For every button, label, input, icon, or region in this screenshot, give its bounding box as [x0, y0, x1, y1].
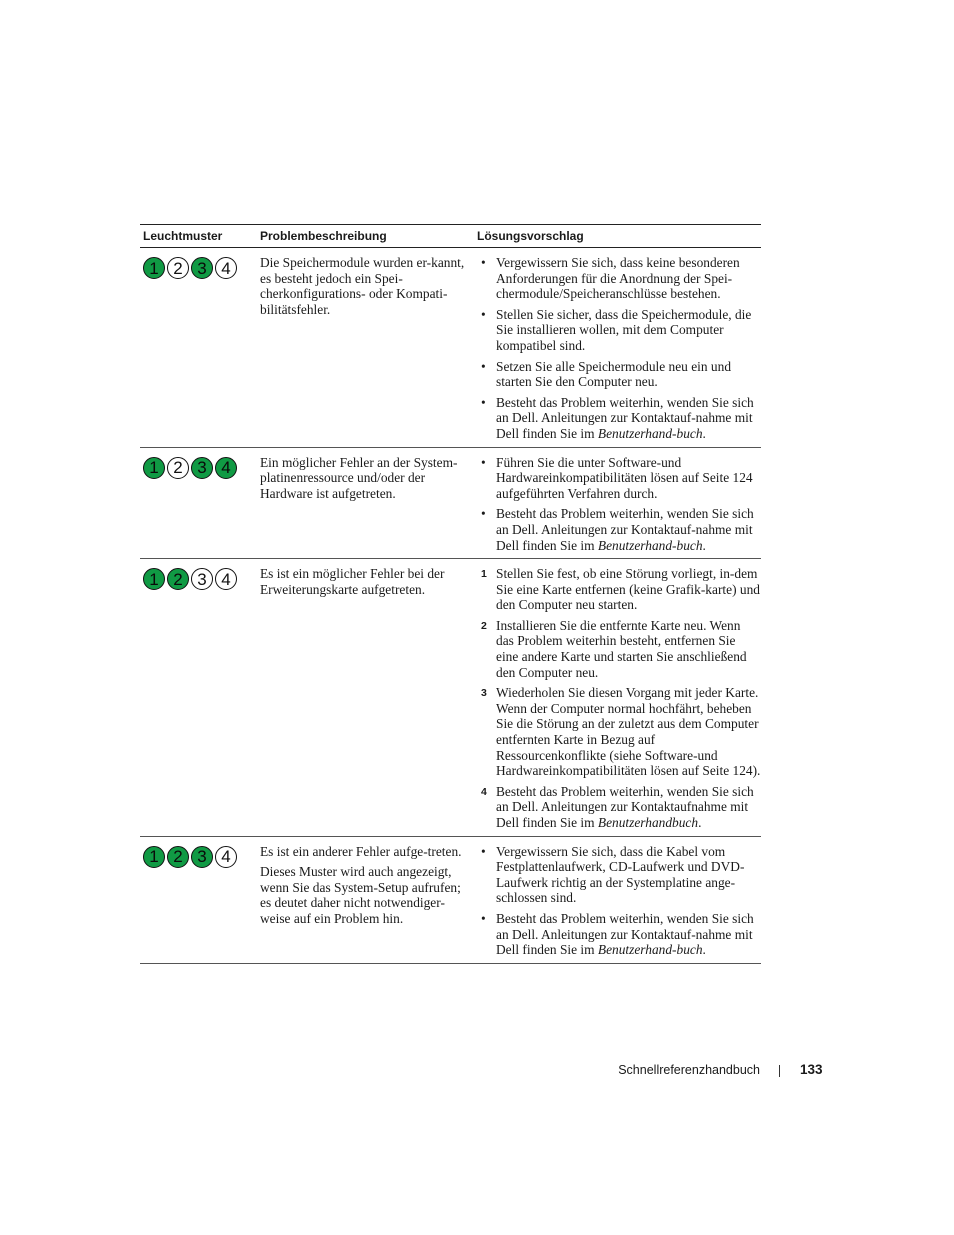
light-pattern-cell [140, 837, 257, 963]
solution-list [477, 255, 761, 442]
table-row [140, 559, 761, 837]
manual-title-reference: Benutzerhand-buch [597, 537, 703, 553]
diagnostic-light-1-icon: 1 [143, 568, 165, 590]
problem-description-text: Dieses Muster wird auch angezeigt, wenn Sie das System-Setup aufrufen; es deutet daher nicht notwendiger-weise auf ein Problem hin. [260, 864, 461, 926]
step-number: 3 [481, 687, 487, 700]
solution-text: Stellen Sie fest, ob eine Störung vorliegt, in-dem Sie eine Karte entfernen (keine Grafik-karte) und den Computer neu starten. [496, 566, 760, 613]
diagnostic-light-2-icon: 2 [167, 568, 189, 590]
problem-description-cell [257, 559, 474, 836]
manual-title-reference: Benutzerhandbuch [597, 815, 699, 830]
bullet-icon: • [481, 506, 486, 522]
header-solution: Lösungsvorschlag [477, 229, 584, 243]
diagnostic-light-1-icon: 1 [143, 457, 165, 479]
solution-cell [474, 448, 761, 559]
diagnostic-light-3-icon: 3 [191, 846, 213, 868]
solution-item [477, 307, 761, 354]
solution-item [477, 395, 761, 442]
bullet-icon: • [481, 394, 486, 410]
solution-item [477, 566, 761, 613]
diagnostic-light-4-icon: 4 [215, 846, 237, 868]
diagnostic-light-2-icon: 2 [167, 257, 189, 279]
solution-list [477, 566, 761, 831]
solution-cell [474, 837, 761, 963]
diagnostic-light-4-icon: 4 [215, 257, 237, 279]
header-light-pattern: Leuchtmuster [143, 229, 223, 243]
diagnostic-light-1-icon: 1 [143, 257, 165, 279]
solution-item [477, 844, 761, 906]
solution-item [477, 911, 761, 958]
manual-title-reference: Benutzerhand-buch [597, 942, 703, 958]
solution-cell [474, 248, 761, 447]
footer-separator [779, 1065, 780, 1077]
diagnostic-light-1-icon: 1 [143, 846, 165, 868]
solution-text: Setzen Sie alle Speichermodule neu ein und starten Sie den Computer neu. [496, 358, 732, 390]
solution-cell [474, 559, 761, 836]
problem-description-text: Ein möglicher Fehler an der System-platinenressource und/oder der Hardware ist aufgetreten. [260, 454, 458, 501]
table-row [140, 448, 761, 560]
solution-item [477, 506, 761, 553]
solution-item [477, 618, 761, 680]
light-pattern-cell [140, 448, 257, 559]
table-header [140, 225, 761, 248]
solution-item [477, 255, 761, 302]
solution-text-end: . [702, 942, 706, 958]
solution-text: Besteht das Problem weiterhin, wenden Sie sich an Dell. Anleitungen zur Kontaktauf-nahme mit Dell finden Sie im [496, 910, 754, 958]
solution-item [477, 685, 761, 779]
page-footer [0, 1062, 954, 1082]
diagnostic-light-2-icon: 2 [167, 846, 189, 868]
solution-text: Wiederholen Sie diesen Vorgang mit jeder Karte. Wenn der Computer normal hochfährt, beheben Sie die Störung an der zuletzt aus dem Computer entfernten Karte in Bezug auf Ressourcenkonflikte (siehe Software-und Hardwareinkompatibilitäten lösen auf Seite 124). [496, 685, 761, 779]
solution-text: Besteht das Problem weiterhin, wenden Sie sich an Dell. Anleitungen zur Kontaktauf-nahme mit Dell finden Sie im [496, 506, 754, 553]
solution-text-end: . [702, 425, 706, 441]
solution-list [477, 844, 761, 958]
solution-text: Führen Sie die unter Software-und Hardwareinkompatibilitäten lösen auf Seite 124 aufgeführten Verfahren durch. [496, 454, 753, 501]
solution-text-end: . [702, 537, 706, 553]
header-problem-description: Problembeschreibung [260, 229, 387, 243]
solution-text-end: . [698, 815, 702, 830]
diagnostic-lights [143, 846, 257, 868]
bullet-icon: • [481, 454, 486, 470]
problem-description-cell [257, 837, 474, 963]
bullet-icon: • [481, 843, 486, 859]
step-number: 4 [481, 785, 487, 798]
bullet-icon: • [481, 910, 486, 926]
diagnostic-light-4-icon: 4 [215, 457, 237, 479]
solution-item [477, 359, 761, 390]
solution-list [477, 455, 761, 554]
step-number: 2 [481, 619, 487, 632]
light-pattern-cell [140, 248, 257, 447]
bullet-icon: • [481, 358, 486, 374]
solution-text: Stellen Sie sicher, dass die Speichermodule, die Sie installieren wollen, mit dem Computer kompatibel sind. [496, 306, 752, 353]
problem-description-text: Es ist ein anderer Fehler aufge-treten. [260, 843, 462, 859]
step-number: 1 [481, 568, 487, 581]
problem-description-text: Die Speichermodule wurden er-kannt, es besteht jedoch ein Spei-cherkonfigurations- oder Kompati-bilitätsfehler. [260, 255, 465, 317]
diagnostic-light-3-icon: 3 [191, 257, 213, 279]
solution-text: Besteht das Problem weiterhin, wenden Sie sich an Dell. Anleitungen zur Kontaktaufnahme mit Dell finden Sie im [496, 783, 754, 830]
diagnostic-lights [143, 457, 257, 479]
diagnostic-light-3-icon: 3 [191, 568, 213, 590]
solution-text: Vergewissern Sie sich, dass keine besonderen Anforderungen für die Anordnung der Spei-chermodule/Speicheranschlüsse bestehen. [496, 255, 740, 302]
manual-title-reference: Benutzerhand-buch [597, 425, 703, 441]
solution-item [477, 784, 761, 831]
diagnostic-lights [143, 568, 257, 590]
diagnostic-lights [143, 257, 257, 279]
diagnostic-led-table [140, 224, 761, 964]
diagnostic-light-3-icon: 3 [191, 457, 213, 479]
table-row [140, 248, 761, 448]
page-number: 133 [800, 1062, 823, 1077]
problem-description-cell [257, 248, 474, 447]
diagnostic-light-4-icon: 4 [215, 568, 237, 590]
solution-item [477, 455, 761, 502]
solution-text: Vergewissern Sie sich, dass die Kabel vom Festplattenlaufwerk, CD-Laufwerk und DVD-Laufwerk richtig an der Systemplatine ange-schlossen sind. [496, 843, 745, 906]
bullet-icon: • [481, 255, 486, 270]
solution-text: Besteht das Problem weiterhin, wenden Sie sich an Dell. Anleitungen zur Kontaktauf-nahme mit Dell finden Sie im [496, 394, 754, 441]
table-row [140, 837, 761, 964]
bullet-icon: • [481, 306, 486, 322]
footer-title: Schnellreferenzhandbuch [618, 1063, 760, 1077]
light-pattern-cell [140, 559, 257, 836]
problem-description-text: Es ist ein möglicher Fehler bei der Erweiterungskarte aufgetreten. [260, 566, 445, 597]
problem-description-cell [257, 448, 474, 559]
solution-text: Installieren Sie die entfernte Karte neu. Wenn das Problem weiterhin besteht, entfernen Sie eine andere Karte und starten Sie anschließend den Computer neu. [496, 617, 747, 680]
table-body [140, 248, 761, 964]
diagnostic-light-2-icon: 2 [167, 457, 189, 479]
